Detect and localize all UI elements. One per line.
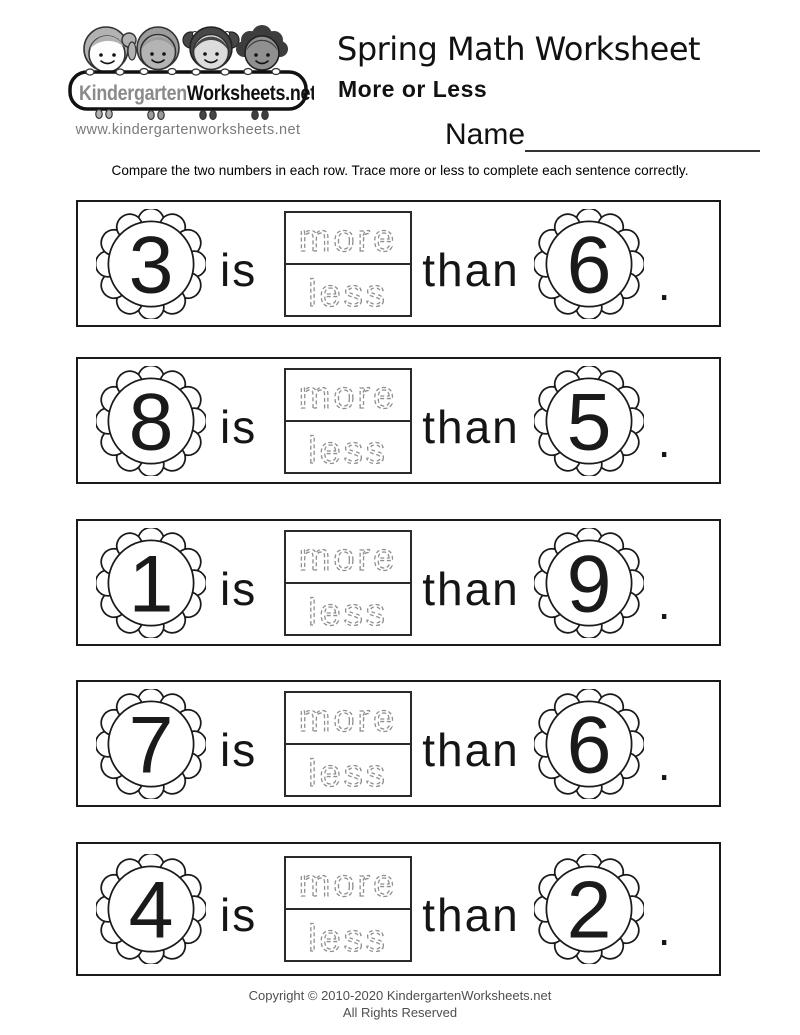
trace-word-less: less xyxy=(308,918,389,960)
sentence-period: . xyxy=(657,737,673,790)
flower-number-right xyxy=(534,854,644,964)
logo-kids-illustration xyxy=(62,18,314,123)
left-number: 4 xyxy=(128,865,174,956)
trace-more-less-box xyxy=(284,691,412,797)
flower-number-left xyxy=(96,854,206,964)
flower-number-left xyxy=(96,689,206,799)
right-number: 5 xyxy=(566,376,612,467)
sentence-period: . xyxy=(657,903,673,955)
flower-number-right xyxy=(534,209,644,319)
kid-4 xyxy=(236,25,288,70)
word-is: is xyxy=(220,889,258,941)
sentence-row-5 xyxy=(76,842,721,976)
left-number: 7 xyxy=(128,699,174,790)
instructions-text: Compare the two numbers in each row. Trace more or less to complete each sentence correctly. xyxy=(111,163,689,178)
trace-less-cell xyxy=(286,422,410,472)
trace-more-cell xyxy=(286,858,410,910)
trace-more-less-box xyxy=(284,530,412,636)
sentence-row-2 xyxy=(76,357,721,484)
trace-word-less: less xyxy=(308,429,389,472)
logo-banner xyxy=(70,69,314,120)
word-than: than xyxy=(422,723,520,776)
flower-number-right xyxy=(534,366,644,476)
right-number: 2 xyxy=(566,865,612,956)
right-number: 6 xyxy=(566,219,612,310)
sentence-period: . xyxy=(657,576,673,629)
flower-number-left xyxy=(96,209,206,319)
sentence-period: . xyxy=(657,257,673,310)
name-field-row xyxy=(445,118,760,152)
trace-less-cell xyxy=(286,745,410,795)
name-label: Name xyxy=(445,118,526,151)
trace-word-less: less xyxy=(308,272,389,315)
logo-brand-gray: Kindergarten xyxy=(79,81,187,106)
word-is: is xyxy=(220,400,258,453)
flower-number-right xyxy=(534,528,644,638)
rights-text: All Rights Reserved xyxy=(342,1005,458,1020)
word-is: is xyxy=(220,723,258,776)
trace-word-more: more xyxy=(298,697,398,740)
logo-brand-black: Worksheets.net xyxy=(186,81,314,106)
trace-word-less: less xyxy=(308,752,389,795)
right-number: 6 xyxy=(566,699,612,790)
trace-less-cell xyxy=(286,910,410,960)
flower-number-right xyxy=(534,689,644,799)
kid-2 xyxy=(137,27,179,70)
word-than: than xyxy=(422,400,520,453)
flower-number-left xyxy=(96,366,206,476)
word-is: is xyxy=(220,243,258,296)
svg-text:KindergartenWorksheets.net xyxy=(79,82,314,106)
trace-more-cell xyxy=(286,693,410,745)
trace-more-less-box xyxy=(284,856,412,962)
trace-more-cell xyxy=(286,532,410,584)
trace-more-less-box xyxy=(284,211,412,317)
trace-more-cell xyxy=(286,370,410,422)
copyright-text: Copyright © 2010-2020 KindergartenWorksheets.net xyxy=(248,988,552,1003)
logo-website-url: www.kindergartenworksheets.net xyxy=(75,122,301,138)
left-number: 3 xyxy=(128,219,174,310)
trace-more-cell xyxy=(286,213,410,265)
sentence-period: . xyxy=(657,414,673,467)
trace-word-more: more xyxy=(298,863,398,905)
kid-1 xyxy=(84,27,136,72)
trace-word-more: more xyxy=(298,536,398,579)
page-subtitle: More or Less xyxy=(338,76,488,102)
trace-word-more: more xyxy=(298,374,398,417)
word-than: than xyxy=(422,562,520,615)
sentence-row-4 xyxy=(76,680,721,807)
word-is: is xyxy=(220,562,258,615)
footer xyxy=(0,988,800,1020)
right-number: 9 xyxy=(566,538,612,629)
left-number: 8 xyxy=(128,376,174,467)
trace-less-cell xyxy=(286,584,410,634)
left-number: 1 xyxy=(128,538,174,629)
trace-less-cell xyxy=(286,265,410,315)
sentence-row-3 xyxy=(76,519,721,646)
page-title: Spring Math Worksheet xyxy=(337,30,701,68)
sentence-row-1 xyxy=(76,200,721,327)
trace-word-less: less xyxy=(308,591,389,634)
trace-word-more: more xyxy=(298,217,398,260)
kid-3 xyxy=(183,27,239,70)
word-than: than xyxy=(422,243,520,296)
trace-more-less-box xyxy=(284,368,412,474)
site-logo xyxy=(62,18,314,123)
flower-number-left xyxy=(96,528,206,638)
name-blank-line xyxy=(525,120,760,152)
word-than: than xyxy=(422,889,520,941)
